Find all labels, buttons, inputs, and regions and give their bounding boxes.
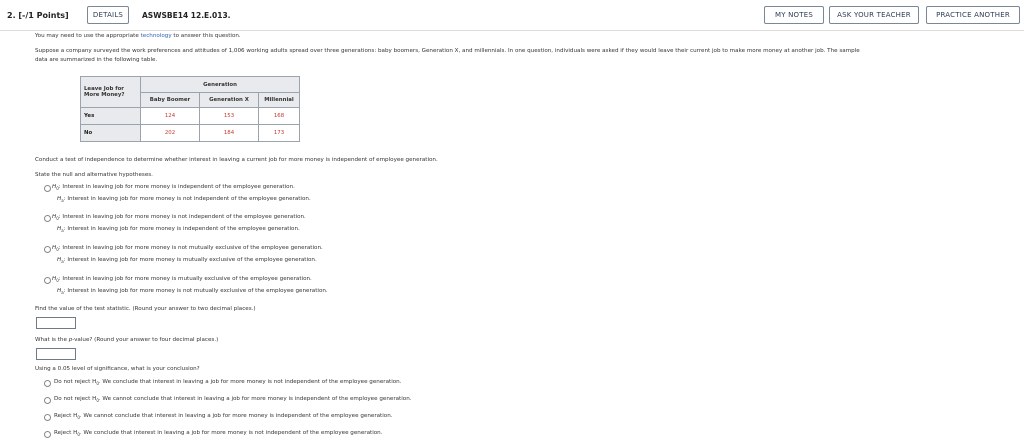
hypotheses-prompt: State the null and alternative hypotheses.: [35, 172, 153, 178]
col-header: Millennial: [259, 93, 300, 108]
ha-symbol: H: [57, 288, 62, 294]
ha-text: : Interest in leaving job for more money is mutually exclusive of the employee generation.: [63, 257, 317, 263]
pvalue-post: -value? (Round your answer to four decimal places.): [72, 337, 219, 343]
h0-text: : Interest in leaving job for more money is independent of the employee generation.: [58, 184, 295, 190]
cell-value: 173: [259, 125, 300, 142]
conclusion-radio-4[interactable]: [44, 431, 51, 438]
h0-sub: 0: [56, 278, 59, 284]
problem-code: ASWSBE14 12.E.013.: [142, 11, 231, 20]
ha-sub: a: [61, 198, 64, 204]
hypothesis-2-h0: [52, 214, 306, 221]
table-corner: [81, 77, 141, 108]
h0-sub: 0: [56, 247, 59, 253]
h0-symbol: H: [52, 214, 57, 220]
technology-link[interactable]: technology: [140, 33, 172, 39]
my-notes-button[interactable]: MY NOTES: [764, 6, 824, 24]
hypothesis-4-ha: [57, 288, 328, 295]
group-header: Generation: [141, 77, 300, 93]
question-header: [0, 0, 1024, 31]
conclusion-prompt: Using a 0.05 level of significance, what is your conclusion?: [35, 366, 200, 372]
question-number: 2. [-/1 Points]: [7, 11, 69, 20]
conclusion-post: . We conclude that interest in leaving a job for more money is not independent of the employee generation.: [79, 430, 383, 436]
ask-teacher-button[interactable]: ASK YOUR TEACHER: [829, 6, 919, 24]
conclusion-pre: Reject H: [54, 413, 78, 419]
h0-symbol: H: [52, 184, 57, 190]
h0-text: : Interest in leaving job for more money is not mutually exclusive of the employee generation.: [58, 245, 323, 251]
conclusion-option-2: [54, 396, 412, 403]
ha-text: : Interest in leaving job for more money is not mutually exclusive of the employee generation.: [63, 288, 328, 294]
technology-post: to answer this question.: [173, 33, 241, 39]
ha-text: : Interest in leaving job for more money is not independent of the employee generation.: [63, 196, 311, 202]
row-label: Yes: [81, 108, 141, 125]
h0-text: : Interest in leaving job for more money is mutually exclusive of the employee generation.: [58, 276, 312, 282]
stat-prompt: Find the value of the test statistic. (Round your answer to two decimal places.): [35, 306, 256, 312]
ha-sub: a: [61, 259, 64, 265]
conclusion-option-1: [54, 379, 402, 386]
h0-text: : Interest in leaving job for more money is not independent of the employee generation.: [58, 214, 306, 220]
conclusion-sub: 0: [77, 415, 80, 421]
cell-value: 153: [200, 108, 259, 125]
col-header: Baby Boomer: [141, 93, 200, 108]
data-table: [80, 76, 300, 142]
h0-symbol: H: [52, 276, 57, 282]
hypothesis-1-ha: [57, 196, 311, 203]
conclusion-option-4: [54, 430, 383, 437]
details-button[interactable]: DETAILS: [87, 6, 129, 24]
test-instruction: Conduct a test of independence to determine whether interest in leaving a current job for more money is independent of employee generation.: [35, 157, 438, 163]
conclusion-post: . We cannot conclude that interest in leaving a job for more money is independent of the employee generation.: [98, 396, 412, 402]
cell-value: 202: [141, 125, 200, 142]
ha-symbol: H: [57, 226, 62, 232]
test-statistic-input[interactable]: [36, 317, 76, 329]
cell-value: 184: [200, 125, 259, 142]
hypothesis-2-ha: [57, 226, 300, 233]
conclusion-radio-2[interactable]: [44, 397, 51, 404]
corner-label-1: Leave Job for: [84, 86, 124, 92]
intro-line-2: data are summarized in the following table.: [35, 57, 158, 63]
h0-sub: 0: [56, 216, 59, 222]
h0-sub: 0: [56, 186, 59, 192]
hypothesis-radio-3[interactable]: [44, 246, 51, 253]
conclusion-radio-3[interactable]: [44, 414, 51, 421]
technology-pre: You may need to use the appropriate: [35, 33, 139, 39]
conclusion-post: . We conclude that interest in leaving a job for more money is not independent of the employee generation.: [98, 379, 402, 385]
conclusion-radio-1[interactable]: [44, 380, 51, 387]
hypothesis-3-h0: [52, 245, 323, 252]
table-row: [81, 125, 300, 142]
conclusion-post: . We cannot conclude that interest in leaving a job for more money is independent of the employee generation.: [79, 413, 393, 419]
hypothesis-radio-1[interactable]: [44, 185, 51, 192]
cell-value: 124: [141, 108, 200, 125]
conclusion-option-3: [54, 413, 393, 420]
row-label: No: [81, 125, 141, 142]
pvalue-italic: p: [68, 337, 73, 343]
practice-another-button[interactable]: PRACTICE ANOTHER: [926, 6, 1020, 24]
technology-note: [35, 33, 241, 39]
conclusion-sub: 0: [96, 381, 99, 387]
p-value-input[interactable]: [36, 348, 76, 360]
conclusion-pre: Do not reject H: [54, 379, 97, 385]
hypothesis-radio-2[interactable]: [44, 215, 51, 222]
ha-text: : Interest in leaving job for more money is independent of the employee generation.: [63, 226, 300, 232]
hypothesis-3-ha: [57, 257, 317, 264]
ha-sub: a: [61, 228, 64, 234]
pvalue-prompt: [35, 337, 218, 343]
conclusion-pre: Do not reject H: [54, 396, 97, 402]
conclusion-sub: 0: [77, 432, 80, 438]
conclusion-sub: 0: [96, 398, 99, 404]
corner-label-2: More Money?: [84, 92, 125, 98]
hypothesis-4-h0: [52, 276, 312, 283]
cell-value: 168: [259, 108, 300, 125]
hypothesis-1-h0: [52, 184, 295, 191]
h0-symbol: H: [52, 245, 57, 251]
intro-line-1: Suppose a company surveyed the work preferences and attitudes of 1,006 working adults spread over three generations: baby boomers, Generation X, and millennials. In one question, individuals were asked if they would leave their current job to make more money at another job. The sample: [35, 48, 860, 54]
table-row: [81, 108, 300, 125]
conclusion-pre: Reject H: [54, 430, 78, 436]
ha-symbol: H: [57, 257, 62, 263]
pvalue-pre: What is the: [35, 337, 67, 343]
hypothesis-radio-4[interactable]: [44, 277, 51, 284]
col-header: Generation X: [200, 93, 259, 108]
ha-symbol: H: [57, 196, 62, 202]
ha-sub: a: [61, 290, 64, 296]
